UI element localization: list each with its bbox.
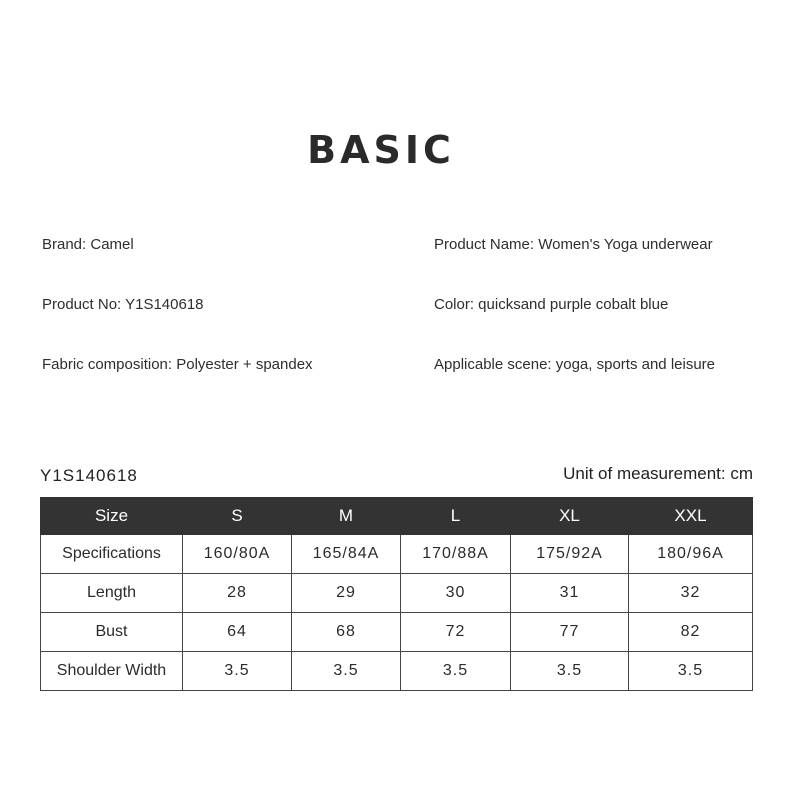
table-cell: 3.5	[401, 652, 511, 691]
table-cell: 29	[292, 574, 401, 613]
model-number: Y1S140618	[40, 466, 138, 485]
table-cell: 31	[511, 574, 629, 613]
table-cell: 3.5	[292, 652, 401, 691]
header-l: L	[401, 498, 511, 535]
header-m: M	[292, 498, 401, 535]
row-label: Bust	[41, 613, 183, 652]
table-cell: 30	[401, 574, 511, 613]
table-cell: 160/80A	[183, 535, 292, 574]
row-label: Specifications	[41, 535, 183, 574]
table-row	[41, 574, 753, 613]
table-cell: 165/84A	[292, 535, 401, 574]
table-header-row	[41, 498, 753, 535]
table-cell: 68	[292, 613, 401, 652]
table-row	[41, 652, 753, 691]
table-cell: 72	[401, 613, 511, 652]
header-xl: XL	[511, 498, 629, 535]
table-cell: 77	[511, 613, 629, 652]
table-cell: 175/92A	[511, 535, 629, 574]
page-title: BASIC	[307, 128, 455, 172]
table-row	[41, 613, 753, 652]
size-chart-table	[40, 497, 753, 691]
row-label: Shoulder Width	[41, 652, 183, 691]
spec-product-no: Product No: Y1S140618	[42, 296, 204, 313]
table-row	[41, 535, 753, 574]
unit-of-measurement: Unit of measurement: cm	[563, 464, 753, 483]
table-cell: 170/88A	[401, 535, 511, 574]
table-cell: 180/96A	[629, 535, 753, 574]
row-label: Length	[41, 574, 183, 613]
table-cell: 28	[183, 574, 292, 613]
spec-brand: Brand: Camel	[42, 236, 134, 253]
table-cell: 3.5	[511, 652, 629, 691]
spec-scene: Applicable scene: yoga, sports and leisure	[434, 356, 716, 373]
spec-color: Color: quicksand purple cobalt blue	[434, 296, 669, 313]
spec-fabric: Fabric composition: Polyester + spandex	[42, 356, 313, 373]
header-s: S	[183, 498, 292, 535]
table-cell: 32	[629, 574, 753, 613]
table-cell: 3.5	[183, 652, 292, 691]
table-cell: 64	[183, 613, 292, 652]
header-size: Size	[41, 498, 183, 535]
header-xxl: XXL	[629, 498, 753, 535]
table-cell: 3.5	[629, 652, 753, 691]
table-cell: 82	[629, 613, 753, 652]
spec-product-name: Product Name: Women's Yoga underwear	[434, 236, 713, 253]
